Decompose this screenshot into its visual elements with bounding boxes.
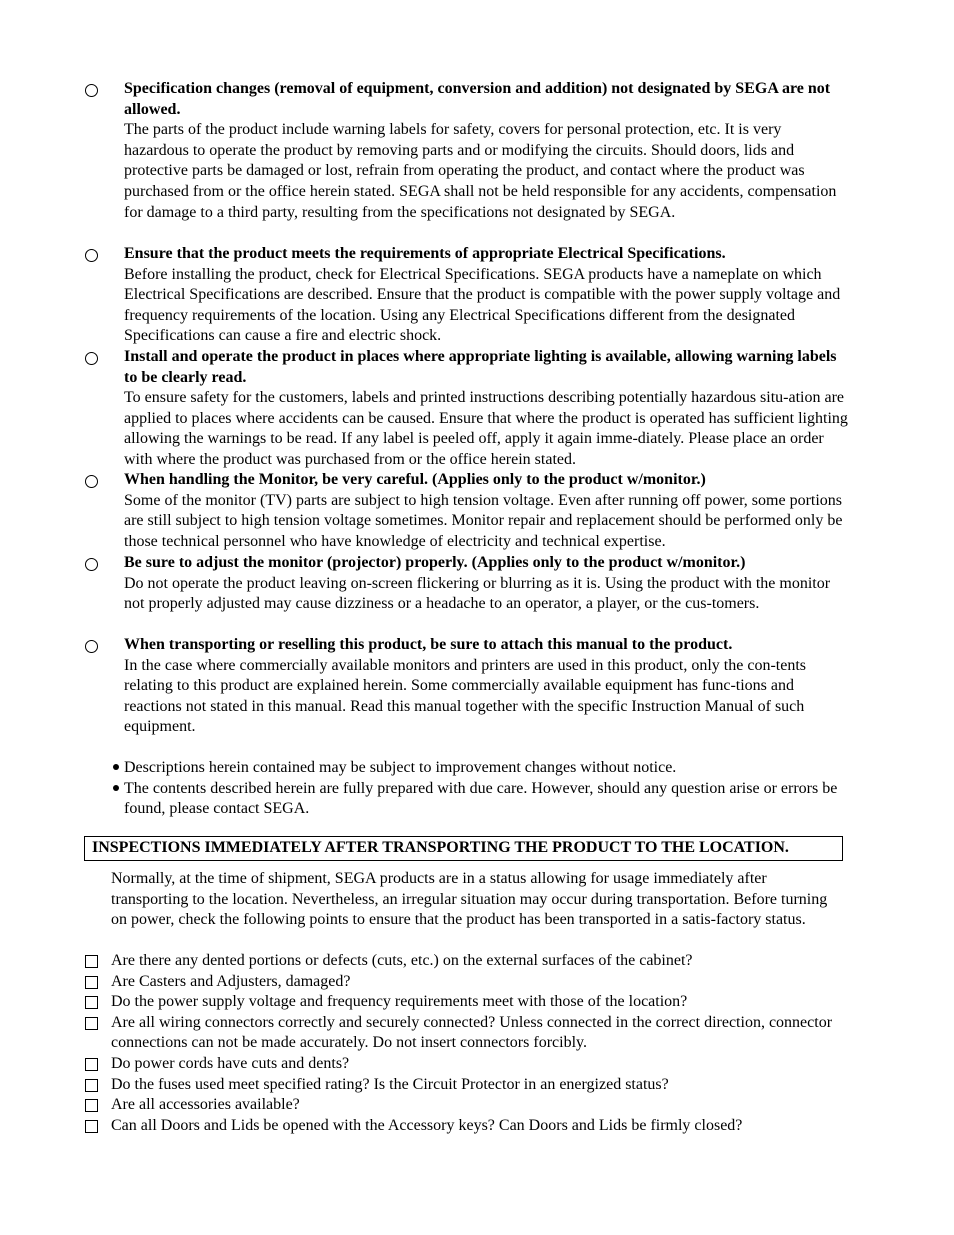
note-item: [124, 779, 848, 820]
checklist-text: Are Casters and Adjusters, damaged?: [111, 972, 351, 990]
checkbox-icon[interactable]: [85, 1099, 98, 1112]
precaution-title: Ensure that the product meets the requirements of appropriate Electrical Specifications.: [124, 245, 726, 262]
checkbox-icon[interactable]: [85, 1017, 98, 1030]
bullet-dot-icon: [113, 764, 119, 770]
precaution-body: To ensure safety for the customers, labels and printed instructions describing potentially hazardous situ-ation are applied to places where accidents can be caused. Ensure that where the product is operated has sufficient lighting allowing the warnings to be read. If any label is peeled off, apply it again imme-diately. Please place an order with where the product was purchased from or the office herein stated.: [124, 389, 848, 468]
precaution-item: [124, 347, 848, 471]
precaution-item: [124, 553, 848, 615]
checklist-item: [111, 1054, 846, 1075]
precaution-item: [124, 244, 848, 347]
inspection-checklist: [111, 951, 846, 1136]
checkbox-icon[interactable]: [85, 955, 98, 968]
checklist-text: Do the fuses used meet specified rating? Is the Circuit Protector in an energized status?: [111, 1075, 669, 1093]
checklist-text: Do the power supply voltage and frequency requirements meet with those of the location?: [111, 993, 688, 1011]
checklist-item: [111, 1013, 846, 1054]
precaution-body: The parts of the product include warning labels for safety, covers for personal protection, etc. It is very hazardous to operate the product by removing parts and or modifying the circuits. Should doors, lids and protective parts be damaged or lost, refrain from operating the product, and contact where the product was purchased from or the office herein stated. SEGA shall not be held responsible for any accidents, compensation for damage to a third party, resulting from the specifications not designated by SEGA.: [124, 121, 837, 221]
checklist-item: [111, 992, 846, 1013]
checkbox-icon[interactable]: [85, 1120, 98, 1133]
checkbox-icon[interactable]: [85, 996, 98, 1009]
circle-bullet-icon: [85, 475, 98, 488]
precaution-body: In the case where commercially available monitors and printers are used in this product, only the con-tents relating to this product are explained herein. Some commercially available equipment has func-tions and reactions not stated in this manual. Read this manual together with the specific Instruction Manual of such equipment.: [124, 656, 806, 736]
inspection-intro: Normally, at the time of shipment, SEGA products are in a status allowing for usage immediately after transporting to the location. Nevertheless, an irregular situation may occur during transportation. Before turning on power, check the following points to ensure that the product has been transported in a satis-factory status.: [111, 870, 828, 929]
checklist-item: [111, 1095, 846, 1116]
precaution-body: Before installing the product, check for Electrical Specifications. SEGA products have a nameplate on which Electrical Specifications are described. Ensure that the product is compatible with the power supply voltage and frequency requirements of the location. Using any Electrical Specifications different from the designated Specifications can cause a fire and electric shock.: [124, 265, 841, 345]
note-item: [124, 758, 848, 779]
checklist-text: Are all accessories available?: [111, 1096, 300, 1114]
precaution-body: Some of the monitor (TV) parts are subject to high tension voltage. Even after running off power, some portions are still subject to high tension voltage sometimes. Monitor repair and replacement should be performed only be those technical personnel who have knowledge of electricity and technical expertise.: [124, 491, 843, 550]
checklist-text: Do power cords have cuts and dents?: [111, 1054, 350, 1072]
circle-bullet-icon: [85, 249, 98, 262]
circle-bullet-icon: [85, 558, 98, 571]
precaution-title: When transporting or reselling this product, be sure to attach this manual to the product.: [124, 636, 733, 653]
precaution-title: When handling the Monitor, be very careful. (Applies only to the product w/monitor.): [124, 471, 706, 488]
circle-bullet-icon: [85, 640, 98, 653]
inspection-heading: INSPECTIONS IMMEDIATELY AFTER TRANSPORTING THE PRODUCT TO THE LOCATION.: [84, 836, 843, 861]
notes-list: [124, 758, 848, 820]
checklist-text: Are there any dented portions or defects (cuts, etc.) on the external surfaces of the cabinet?: [111, 952, 693, 969]
precaution-item: [124, 79, 848, 223]
circle-bullet-icon: [85, 84, 98, 97]
checklist-item: [111, 1075, 846, 1096]
checklist-text: Can all Doors and Lids be opened with the Accessory keys? Can Doors and Lids be firmly closed?: [111, 1116, 743, 1134]
note-text: The contents described herein are fully prepared with due care. However, should any question arise or errors be found, please contact SEGA.: [124, 779, 838, 818]
checkbox-icon[interactable]: [85, 1058, 98, 1071]
checklist-item: [111, 951, 846, 972]
precaution-title: Be sure to adjust the monitor (projector) properly. (Applies only to the product w/monitor.): [124, 554, 746, 571]
checklist-item: [111, 972, 846, 993]
precaution-item: [124, 470, 848, 552]
checkbox-icon[interactable]: [85, 976, 98, 989]
precaution-item: [124, 635, 848, 738]
note-text: Descriptions herein contained may be subject to improvement changes without notice.: [124, 759, 677, 776]
bullet-dot-icon: [113, 785, 119, 791]
checklist-item: [111, 1116, 846, 1137]
checkbox-icon[interactable]: [85, 1079, 98, 1092]
circle-bullet-icon: [85, 352, 98, 365]
checklist-text: Are all wiring connectors correctly and securely connected? Unless connected in the correct direction, connector connections can not be made accurately. Do not insert connectors forcibly.: [111, 1013, 833, 1052]
precaution-body: Do not operate the product leaving on-screen flickering or blurring as it is. Using the product with the monitor not properly adjusted may cause dizziness or a headache to an operator, a player, or the cus-tomers.: [124, 574, 831, 613]
precaution-title: Specification changes (removal of equipment, conversion and addition) not designated by SEGA are not allowed.: [124, 80, 831, 118]
precaution-title: Install and operate the product in places where appropriate lighting is available, allowing warning labels to be clearly read.: [124, 348, 837, 386]
